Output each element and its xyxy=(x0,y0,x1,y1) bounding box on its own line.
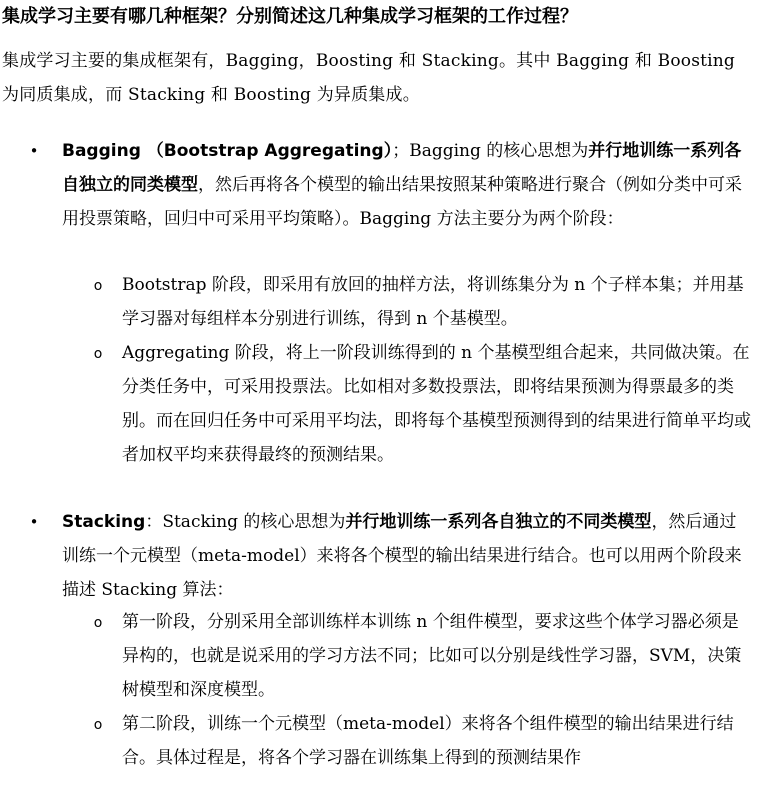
bullet-dot: • xyxy=(29,513,39,531)
intro-paragraph: 集成学习主要的集成框架有，Bagging，Boosting 和 Stacking。其中 Bagging 和 Boosting 为同质集成，而 Stacking 和 Boosting 为异质集成。 xyxy=(2,51,736,105)
text-post: ，然后再将各个模型的输出结果按照某种策略进行聚合（例如分类中可采用投票策略，回归中可采用平均策略）。Bagging 方法主要分为两个阶段： xyxy=(62,175,742,229)
list-item-bagging xyxy=(29,134,752,236)
text-pre: Stacking 的核心思想为 xyxy=(162,512,346,532)
list-item-stacking xyxy=(29,505,752,607)
sub-item-stage-two xyxy=(93,707,752,775)
sub-text: 第二阶段，训练一个元模型（meta-model）来将各个组件模型的输出结果进行结合。具体过程是，将各个学习器在训练集上得到的预测结果作 xyxy=(122,714,734,768)
separator: ： xyxy=(145,512,163,532)
emphasis: 并行地训练一系列各自独立的同类模型 xyxy=(62,141,742,195)
sub-item-aggregating xyxy=(93,336,752,472)
sub-bullet: o xyxy=(93,717,103,733)
term-stacking: Stacking xyxy=(62,512,146,532)
term-bagging: Bagging （Bootstrap Aggregating） xyxy=(62,141,393,161)
sub-item-stage-one xyxy=(93,605,752,707)
separator: ； xyxy=(392,141,410,161)
sub-bullet: o xyxy=(93,346,103,362)
sub-text: 第一阶段，分别采用全部训练样本训练 n 个组件模型，要求这些个体学习器必须是异构的，也就是说采用的学习方法不同；比如可以分别是线性学习器，SVM，决策树模型和深度模型。 xyxy=(122,612,742,700)
bullet-dot: • xyxy=(29,142,39,160)
text-post: ，然后通过训练一个元模型（meta-model）来将各个模型的输出结果进行结合。也可以用两个阶段来描述 Stacking 算法： xyxy=(62,512,742,600)
question-title: 集成学习主要有哪几种框架？分别简述这几种集成学习框架的工作过程？ xyxy=(2,6,578,27)
sub-bullet: o xyxy=(93,615,103,631)
text-pre: Bagging 的核心思想为 xyxy=(409,141,589,161)
sub-text: Bootstrap 阶段，即采用有放回的抽样方法，将训练集分为 n 个子样本集；并用基学习器对每组样本分别进行训练，得到 n 个基模型。 xyxy=(122,275,744,329)
sub-text: Aggregating 阶段，将上一阶段训练得到的 n 个基模型组合起来，共同做决策。在分类任务中，可采用投票法。比如相对多数投票法，即将结果预测为得票最多的类别。而在回归任务中可采用平均法，即将每个基模型预测得到的结果进行简单平均或者加权平均来获得最终的预测结果。 xyxy=(122,343,751,465)
sub-item-bootstrap xyxy=(93,268,752,336)
sub-bullet: o xyxy=(93,278,103,294)
emphasis: 并行地训练一系列各自独立的不同类模型 xyxy=(345,512,652,532)
